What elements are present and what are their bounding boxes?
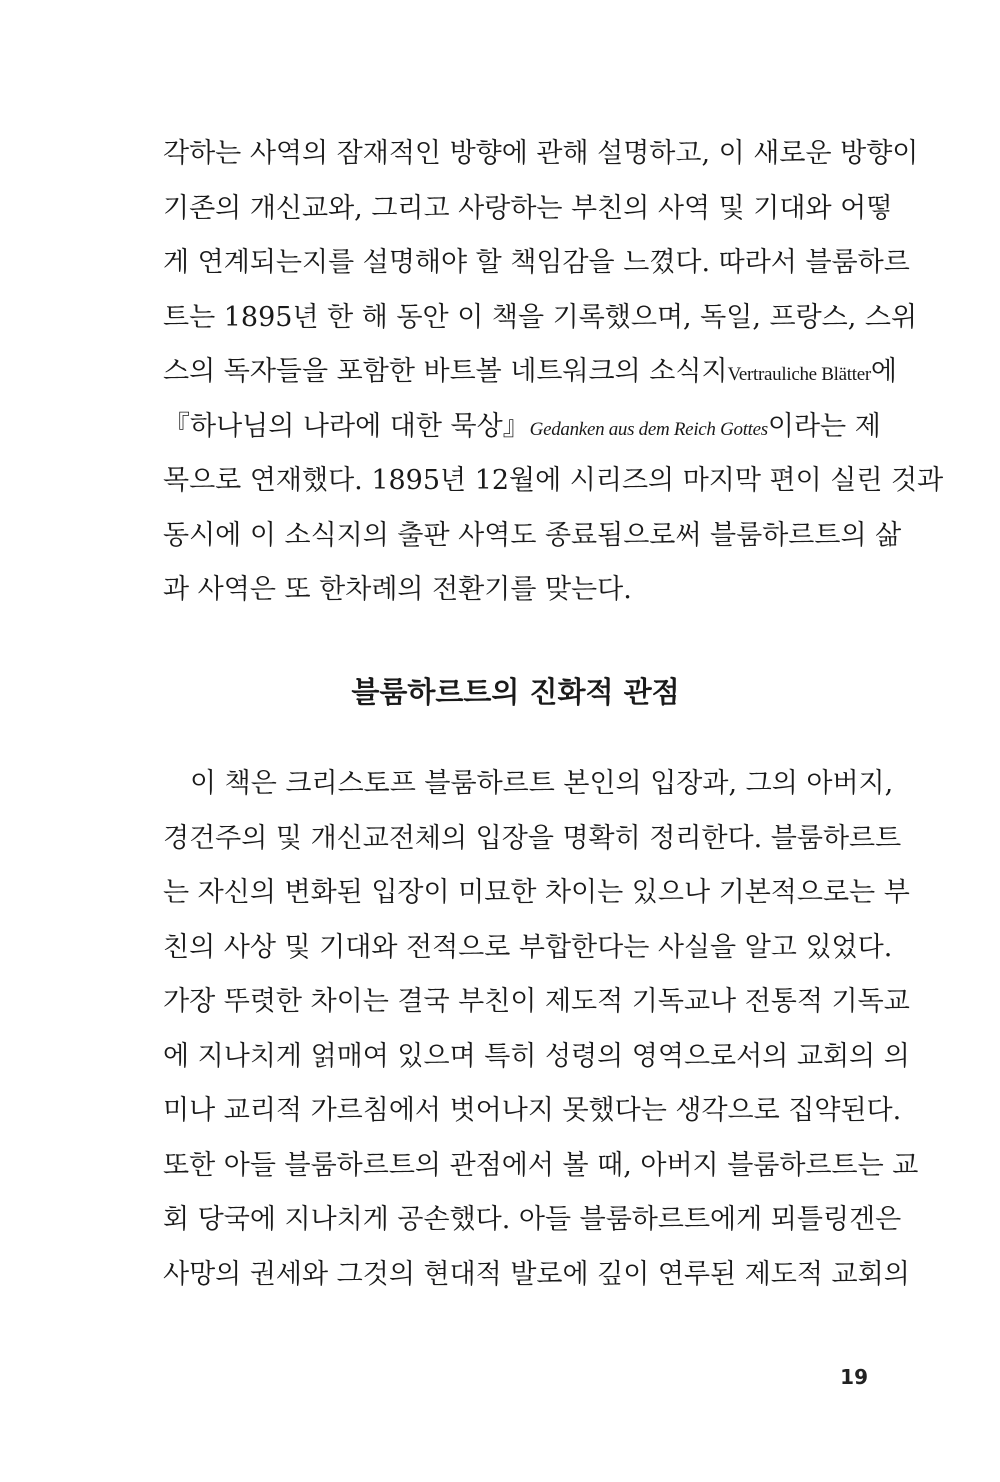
text-line: 는 자신의 변화된 입장이 미묘한 차이는 있으나 기본적으로는 부 xyxy=(163,877,910,908)
paragraph-continued xyxy=(163,127,944,618)
text-line: 경건주의 및 개신교전체의 입장을 명확히 정리한다. 블룸하르트 xyxy=(163,822,902,854)
text-line xyxy=(163,400,881,455)
foreign-title-newsletter: Vertrauliche Blätter xyxy=(727,364,871,385)
paragraph xyxy=(163,757,919,1302)
text-line: 미나 교리적 가르침에서 벗어나지 못했다는 생각으로 집약된다. xyxy=(163,1095,902,1126)
text-segment: 에 xyxy=(870,356,897,387)
text-line: 트는 1895년 한 해 동안 이 책을 기록했으며, 독일, 프랑스, 스위 xyxy=(163,301,918,333)
page-number: 19 xyxy=(840,1365,868,1389)
text-line: 또한 아들 블룸하르트의 관점에서 볼 때, 아버지 블룸하르트는 교 xyxy=(163,1149,919,1181)
text-line: 에 지나치게 얽매여 있으며 특히 성령의 영역으로서의 교회의 의 xyxy=(163,1040,910,1072)
text-line: 친의 사상 및 기대와 전적으로 부합한다는 사실을 알고 있었다. xyxy=(163,931,893,963)
text-line: 동시에 이 소식지의 출판 사역도 종료됨으로써 블룸하르트의 삶 xyxy=(163,519,902,551)
text-line-indented: 이 책은 크리스토프 블룸하르트 본인의 입장과, 그의 아버지, xyxy=(190,768,894,799)
text-line: 목으로 연재했다. 1895년 12월에 시리즈의 마지막 편이 실린 것과 xyxy=(163,465,944,496)
text-line: 가장 뚜렷한 차이는 결국 부친이 제도적 기독교나 전통적 기독교 xyxy=(163,986,910,1017)
text-line: 사망의 권세와 그것의 현대적 발로에 깊이 연루된 제도적 교회의 xyxy=(163,1258,910,1290)
book-title-german: Gedanken aus dem Reich Gottes xyxy=(529,418,768,440)
text-line: 회 당국에 지나치게 공손했다. 아들 블룸하르트에게 뫼틀링겐은 xyxy=(163,1204,902,1235)
text-segment: 스의 독자들을 포함한 바트볼 네트워크의 소식지 xyxy=(163,356,728,387)
book-title-korean: 『하나님의 나라에 대한 묵상』 xyxy=(163,410,530,442)
text-line xyxy=(163,345,897,400)
section-heading: 블룸하르트의 진화적 관점 xyxy=(351,675,680,709)
text-segment: 이라는 제 xyxy=(767,410,881,442)
text-line: 과 사역은 또 한차례의 전환기를 맞는다. xyxy=(163,574,632,605)
text-line: 각하는 사역의 잠재적인 방향에 관해 설명하고, 이 새로운 방향이 xyxy=(163,138,919,169)
text-line: 기존의 개신교와, 그리고 사랑하는 부친의 사역 및 기대와 어떻 xyxy=(163,192,893,224)
text-line: 게 연계되는지를 설명해야 할 책임감을 느꼈다. 따라서 블룸하르 xyxy=(163,247,910,278)
